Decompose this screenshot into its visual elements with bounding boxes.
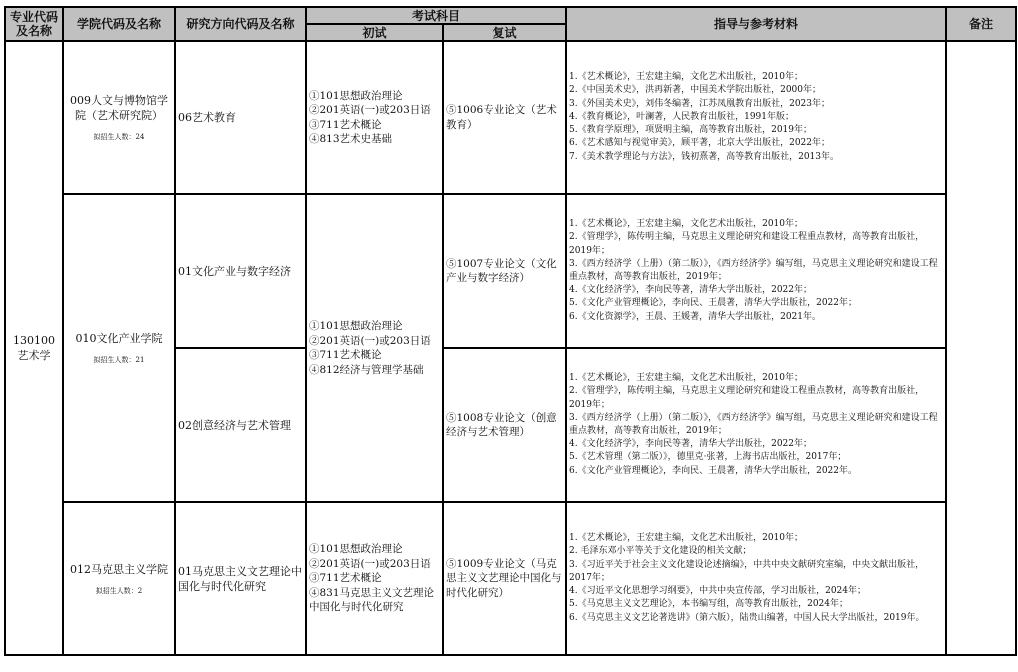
retest-cell: ⑤1008专业论文（创意经济与艺术管理） — [443, 348, 566, 502]
prelim-subject: ③711艺术概论 — [309, 118, 382, 131]
table-row — [5, 194, 1016, 348]
ref-item: 1.《艺术概论》，王宏建主编，文化艺术出版社，2010年； — [569, 373, 804, 384]
ref-item: 3.《西方经济学（上册）（第二版）》，《西方经济学》编写组，马克思主义理论研究和建设工程重点教材，高等教育出版社，2019年； — [569, 412, 938, 436]
header-retest: 复试 — [443, 24, 566, 41]
refs-cell — [566, 348, 946, 502]
prelim-subject: ①101思想政治理论 — [309, 320, 403, 332]
ref-item: 1.《艺术概论》，王宏建主编，文化艺术出版社，2010年； — [569, 533, 804, 544]
school-cell — [63, 502, 175, 655]
school-quota: 拟招生人数：24 — [93, 133, 145, 141]
ref-item: 5.《文化产业管理概论》，李向民、王晨著，清华大学出版社，2022年； — [569, 298, 858, 309]
prelim-subject: ④812经济与管理学基础 — [309, 363, 424, 376]
ref-item: 7.《美术教学理论与方法》，钱初熹著，高等教育出版社，2013年。 — [569, 151, 840, 162]
direction-cell: 01文化产业与数字经济 — [175, 194, 306, 348]
header-exam: 考试科目 — [306, 7, 566, 24]
major-code: 130100 — [13, 334, 55, 347]
prelim-cell — [306, 502, 443, 655]
refs-cell — [566, 41, 946, 194]
retest-cell: ⑤1007专业论文（文化产业与数字经济） — [443, 194, 566, 348]
ref-item: 6.《马克思主义文艺论著选讲》（第六版），陆贵山编著，中国人民大学出版社，2019年。 — [569, 612, 925, 623]
header-notes: 备注 — [946, 7, 1016, 41]
prelim-subject: ②201英语(一)或203日语 — [309, 557, 431, 570]
prelim-cell — [306, 194, 443, 502]
prelim-subject: ②201英语(一)或203日语 — [309, 334, 431, 347]
prelim-subject: ①101思想政治理论 — [309, 89, 403, 102]
notes-cell — [946, 41, 1016, 655]
school-cell — [63, 194, 175, 502]
header-direction: 研究方向代码及名称 — [175, 7, 306, 41]
header-refs: 指导与参考材料 — [566, 7, 946, 41]
prelim-subject: ④831马克思主义文艺理论中国化与时代化研究 — [309, 586, 435, 614]
ref-item: 2.《管理学》，陈传明主编，马克思主义理论研究和建设工程重点教材，高等教育出版社，2019年； — [569, 232, 925, 256]
school-quota: 拟招生人数：2 — [95, 586, 143, 595]
ref-item: 3.《习近平关于社会主义文化建设论述摘编》，中共中央文献研究室编，中央文献出版社，2017年； — [569, 559, 925, 583]
ref-item: 5.《艺术管理（第二版）》，德里克·张著，上海书店出版社，2017年； — [569, 452, 847, 463]
prelim-cell — [306, 41, 443, 194]
ref-item: 1.《艺术概论》，王宏建主编，文化艺术出版社，2010年； — [569, 219, 804, 230]
ref-item: 4.《文化经济学》，李向民等著，清华大学出版社，2022年； — [569, 439, 813, 450]
prelim-subject: ②201英语(一)或203日语 — [309, 104, 431, 116]
ref-item: 6.《文化资源学》，王晨、王媛著，清华大学出版社，2021年。 — [569, 311, 822, 322]
ref-item: 1.《艺术概论》，王宏建主编，文化艺术出版社，2010年； — [569, 72, 804, 83]
refs-cell — [566, 502, 946, 655]
direction-cell: 01马克思主义文艺理论中国化与时代化研究 — [175, 502, 306, 655]
school-name: 009人文与博物馆学院（艺术研究院） — [70, 94, 168, 122]
table-row — [5, 502, 1016, 655]
header-major: 专业代码及名称 — [5, 7, 63, 41]
retest-cell: ⑤1006专业论文（艺术教育） — [443, 41, 566, 194]
direction-cell: 06艺术教育 — [175, 41, 306, 194]
prelim-subject: ③711艺术概论 — [309, 349, 382, 361]
ref-item: 5.《教育学原理》，项贤明主编，高等教育出版社，2019年； — [569, 125, 813, 136]
ref-item: 3.《西方经济学（上册）（第二版）》，《西方经济学》编写组，马克思主义理论研究和建设工程重点教材，高等教育出版社，2019年； — [569, 258, 938, 282]
ref-item: 2.《中国美术史》，洪再新著，中国美术学院出版社，2000年； — [569, 85, 822, 96]
admissions-table — [4, 6, 1017, 656]
school-name: 010文化产业学院 — [75, 332, 163, 345]
prelim-subject: ①101思想政治理论 — [309, 543, 403, 556]
refs-cell — [566, 194, 946, 348]
ref-item: 5.《马克思主义文艺理论》，本书编写组，高等教育出版社，2024年； — [569, 599, 849, 610]
school-quota: 拟招生人数：21 — [93, 356, 145, 364]
header-prelim: 初试 — [306, 24, 443, 41]
ref-item: 6.《艺术感知与视觉审美》，顾平著，北京大学出版社，2022年； — [569, 138, 831, 149]
prelim-subject: ③711艺术概论 — [309, 572, 382, 585]
retest-cell: ⑤1009专业论文（马克思主义文艺理论中国化与时代化研究） — [443, 502, 566, 655]
major-cell — [5, 41, 63, 655]
school-name: 012马克思主义学院 — [70, 562, 168, 576]
ref-item: 6.《文化产业管理概论》，李向民、王晨著，清华大学出版社，2022年。 — [569, 465, 858, 476]
ref-item: 4.《习近平文化思想学习纲要》，中共中央宣传部，学习出版社，2024年； — [569, 586, 867, 597]
school-cell — [63, 41, 175, 194]
ref-item: 2. 毛泽东邓小平等关于文化建设的相关文献； — [569, 546, 752, 557]
table-row — [5, 41, 1016, 194]
ref-item: 4.《文化经济学》，李向民等著，清华大学出版社，2022年； — [569, 285, 813, 296]
header-school: 学院代码及名称 — [63, 7, 175, 41]
prelim-subject: ④813艺术史基础 — [309, 133, 393, 145]
major-name: 艺术学 — [17, 349, 51, 362]
direction-cell: 02创意经济与艺术管理 — [175, 348, 306, 502]
ref-item: 3.《外国美术史》，刘伟冬编著，江苏凤凰教育出版社，2023年； — [569, 98, 831, 109]
ref-item: 2.《管理学》，陈传明主编，马克思主义理论研究和建设工程重点教材，高等教育出版社，2019年； — [569, 386, 925, 410]
ref-item: 4.《教育概论》，叶澜著，人民教育出版社，1991年版； — [569, 111, 795, 122]
